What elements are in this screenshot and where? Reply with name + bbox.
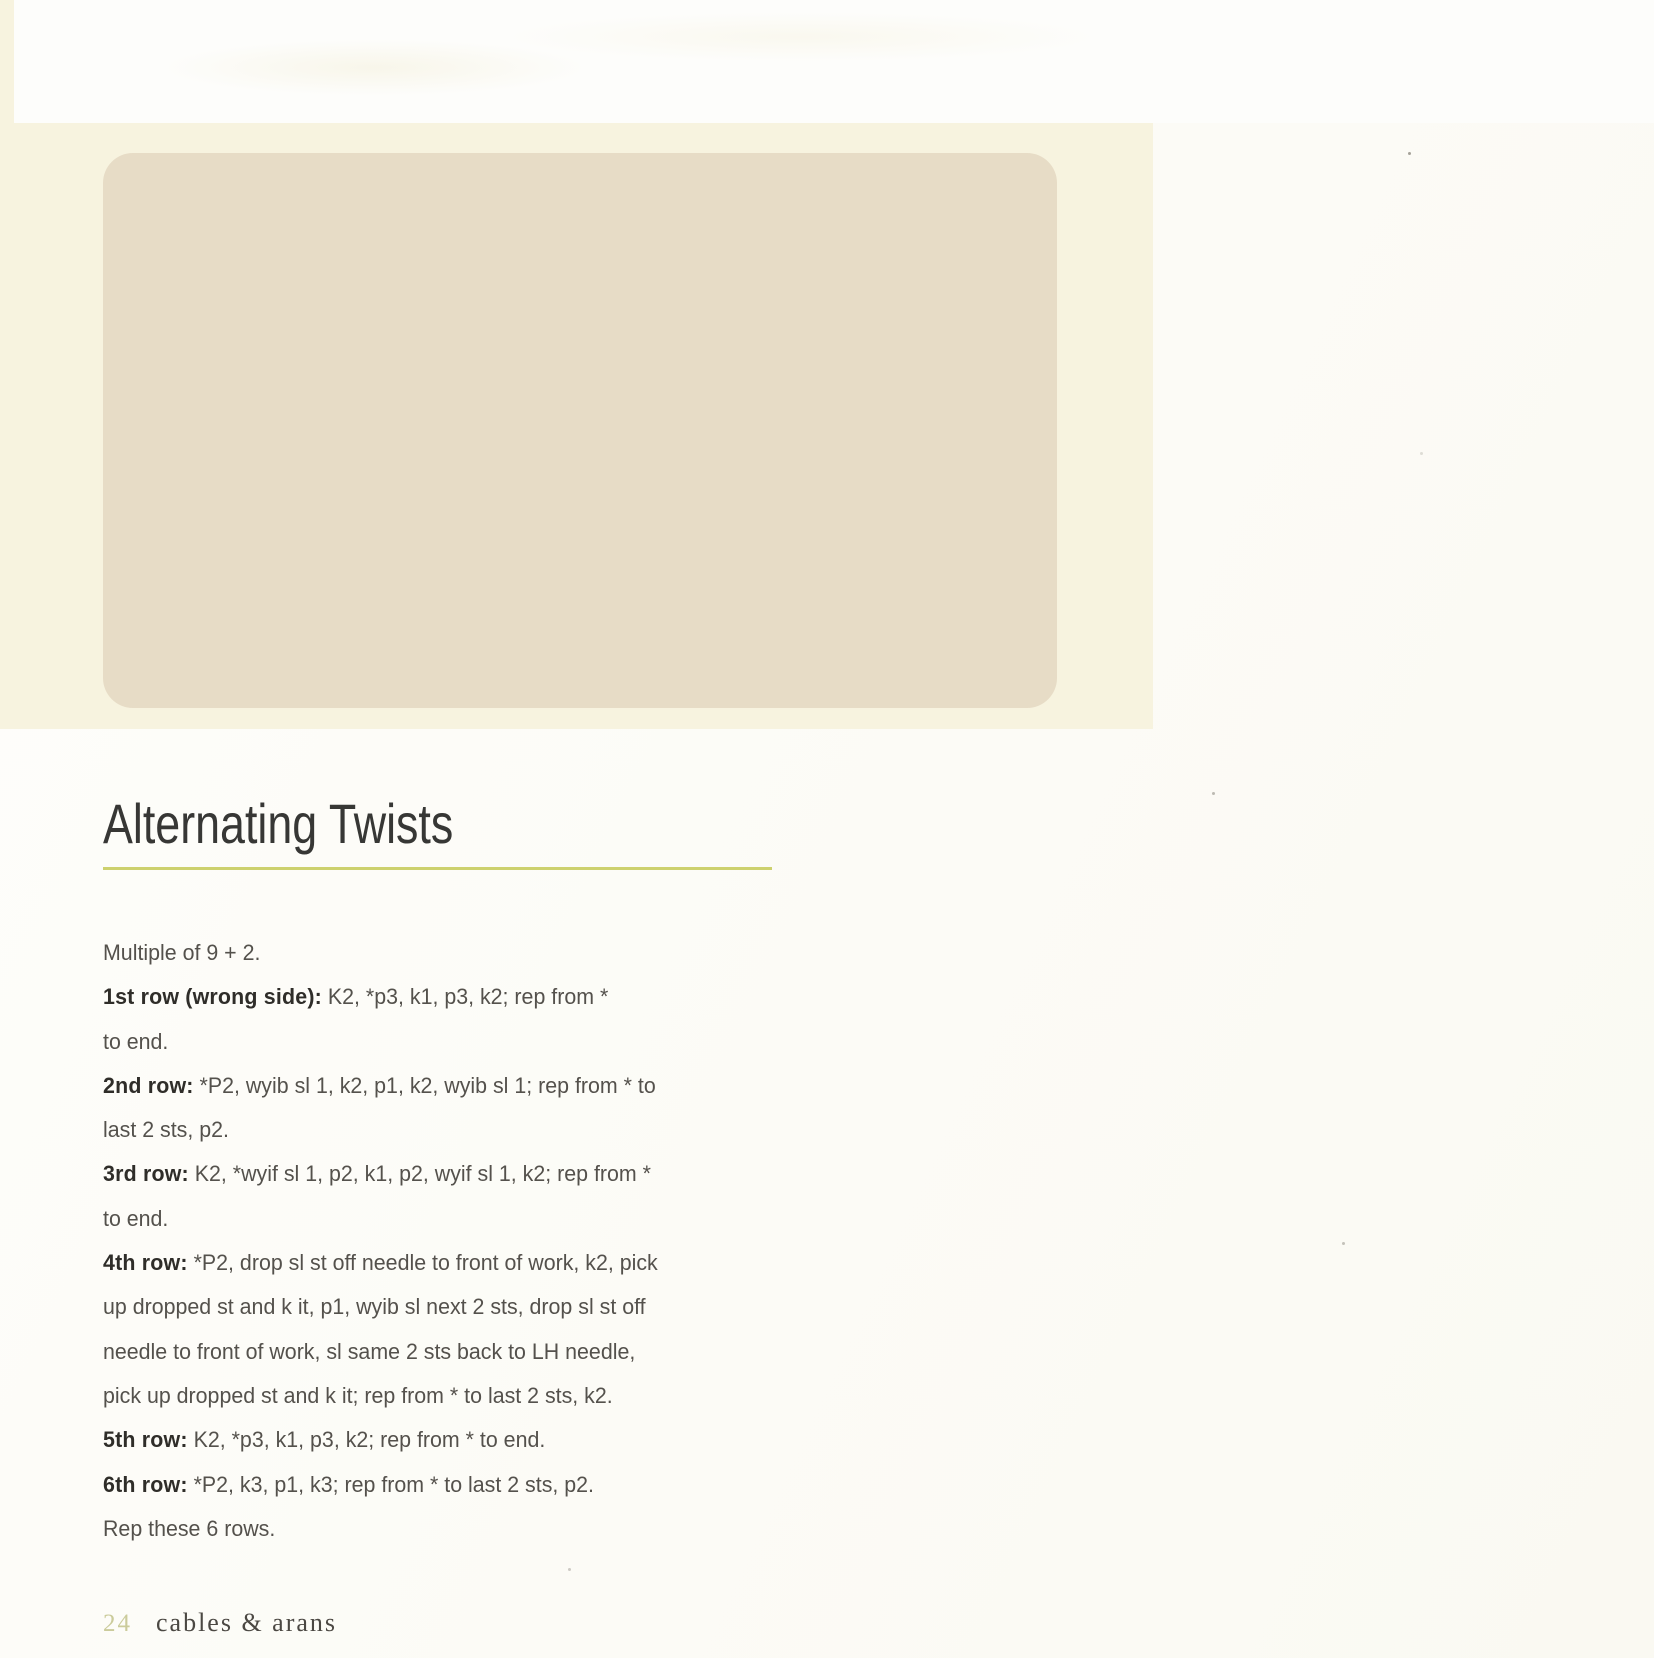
- instruction-line: 5th row: K2, *p3, k1, p3, k2; rep from * to end.: [103, 1427, 546, 1453]
- instruction-line: 2nd row: *P2, wyib sl 1, k2, p1, k2, wyib sl 1; rep from * to: [103, 1072, 656, 1098]
- pattern-title: Alternating Twists: [103, 792, 454, 855]
- instruction-line: Rep these 6 rows.: [103, 1515, 276, 1541]
- instruction-line: pick up dropped st and k it; rep from * to last 2 sts, k2.: [103, 1382, 613, 1408]
- instruction-line: needle to front of work, sl same 2 sts back to LH needle,: [103, 1338, 636, 1364]
- pattern-instructions: [103, 931, 825, 1551]
- instruction-line: up dropped st and k it, p1, wyib sl next 2 sts, drop sl st off: [103, 1294, 646, 1320]
- title-underline-rule: [103, 867, 772, 870]
- instruction-line: 1st row (wrong side): K2, *p3, k1, p3, k2; rep from *: [103, 984, 609, 1010]
- instruction-line: 3rd row: K2, *wyif sl 1, p2, k1, p2, wyif sl 1, k2; rep from *: [103, 1161, 651, 1187]
- top-margin-band: [14, 0, 1654, 123]
- instruction-line: Multiple of 9 + 2.: [103, 940, 261, 965]
- instruction-line: to end.: [103, 1028, 169, 1054]
- page-footer: [103, 1608, 337, 1638]
- instruction-line: last 2 sts, p2.: [103, 1117, 229, 1143]
- knit-swatch-photo: [103, 153, 1057, 708]
- instruction-line: to end.: [103, 1205, 169, 1231]
- page-number: 24: [103, 1610, 132, 1637]
- scan-speck-dots: [1408, 152, 1411, 155]
- instruction-line: 6th row: *P2, k3, p1, k3; rep from * to last 2 sts, p2.: [103, 1471, 594, 1497]
- instruction-line: 4th row: *P2, drop sl st off needle to front of work, k2, pick: [103, 1250, 658, 1276]
- section-title: cables & arans: [156, 1608, 338, 1637]
